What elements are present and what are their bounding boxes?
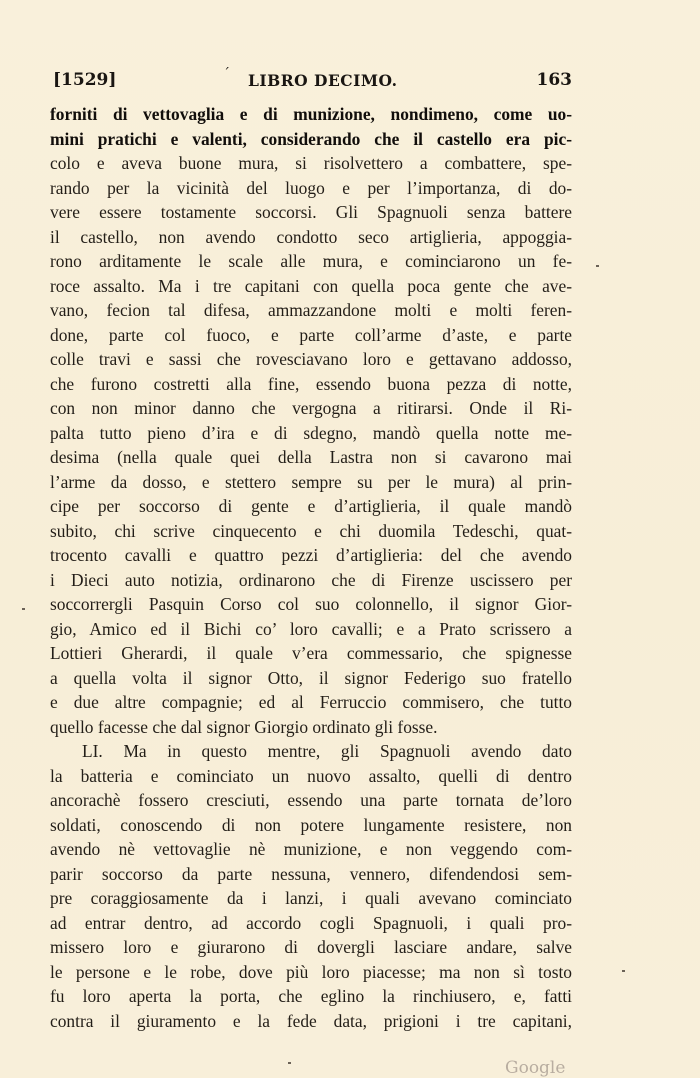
text-line: desima (nella quale quei della Lastra non si cavarono mai: [50, 447, 572, 467]
text-line: roce assalto. Ma i tre capitani con quella poca gente che ave-: [50, 275, 572, 296]
text-line: fu loro aperta la porta, che eglino la rinchiusero, e, fatti: [50, 986, 572, 1006]
text-line: mini pratichi e valenti, considerando che il castello era pic-: [50, 128, 572, 149]
text-line: contra il giuramento e la fede data, prigioni i tre capitani,: [50, 1010, 572, 1031]
text-line: parir soccorso da parte nessuna, vennero, difendendosi sem-: [50, 863, 572, 884]
paper-speck: [596, 265, 599, 267]
text-line: subito, chi scrive cinquecento e chi duomila Tedeschi, quat-: [50, 520, 572, 541]
text-line: le persone e le robe, dove più loro piacesse; ma non sì tosto: [50, 961, 572, 982]
text-line: done, parte col fuoco, e parte coll’arme d’aste, e parte: [50, 324, 572, 345]
text-line: missero loro e giurarono di dovergli lasciare andare, salve: [50, 937, 572, 957]
text-line: la batteria e cominciato un nuovo assalto, quelli di dentro: [50, 765, 572, 786]
page-number: 163: [536, 70, 572, 90]
header-tick-mark: ´: [223, 66, 230, 82]
header-title: LIBRO DECIMO.: [248, 71, 398, 90]
text-line: il castello, non avendo condotto seco artiglieria, appoggia-: [50, 226, 572, 247]
scan-watermark: Google: [505, 1058, 566, 1078]
text-line: ancorachè fossero cresciuti, essendo una parte tornata de’loro: [50, 790, 572, 810]
section-start-line: LI. Ma in questo mentre, gli Spagnuoli avendo dato: [82, 741, 572, 761]
paper-speck: [288, 1062, 291, 1064]
text-line: palta tutto pieno d’ira e di sdegno, mandò quella notte me-: [50, 422, 572, 443]
text-line: forniti di vettovaglia e di munizione, nondimeno, come uo-: [50, 104, 572, 124]
text-line: soccorrergli Pasquin Corso col suo colonnello, il signor Gior-: [50, 594, 572, 614]
text-line: che furono costretti alla fine, essendo buona pezza di notte,: [50, 373, 572, 394]
text-line: trocento cavalli e quattro pezzi d’artiglieria: del che avendo: [50, 545, 572, 565]
text-line: vano, fecion tal difesa, ammazzandone molti e molti feren-: [50, 300, 572, 320]
text-line: rono arditamente le scale alle mura, e cominciarono un fe-: [50, 251, 572, 271]
text-line: ad entrar dentro, ad accordo cogli Spagnuoli, i quali pro-: [50, 912, 572, 933]
text-line: Lottieri Gherardi, il quale v’era commessario, che spignesse: [50, 643, 572, 663]
text-line: gio, Amico ed il Bichi co’ loro cavalli; e a Prato scrissero a: [50, 618, 572, 639]
text-line: rando per la vicinità del luogo e per l’importanza, di do-: [50, 177, 572, 198]
text-line: con non minor danno che vergogna a ritirarsi. Onde il Ri-: [50, 398, 572, 418]
paper-speck: [22, 608, 25, 610]
text-line: l’arme da dosso, e stettero sempre su per le mura) al prin-: [50, 471, 572, 492]
paragraph-end-line: quello facesse che dal signor Giorgio ordinato gli fosse.: [50, 716, 438, 737]
text-line: a quella volta il signor Otto, il signor Federigo suo fratello: [50, 667, 572, 688]
text-line: soldati, conoscendo di non potere lungamente resistere, non: [50, 814, 572, 835]
text-line: i Dieci auto notizia, ordinarono che di Firenze uscissero per: [50, 569, 572, 590]
paper-speck: [622, 970, 625, 972]
text-line: vere essere tostamente soccorsi. Gli Spagnuoli senza battere: [50, 202, 572, 222]
running-header: [53, 66, 572, 96]
text-line: pre coraggiosamente da i lanzi, i quali avevano cominciato: [50, 888, 572, 908]
text-line: colle travi e sassi che rovesciavano loro e gettavano addosso,: [50, 349, 572, 369]
text-line: avendo nè vettovaglie nè munizione, e non veggendo com-: [50, 839, 572, 859]
text-line: cipe per soccorso di gente e d’artiglieria, il quale mandò: [50, 496, 572, 516]
text-line: e due altre compagnie; ed al Ferruccio commisero, che tutto: [50, 692, 572, 712]
header-year: [1529]: [53, 70, 117, 90]
text-line: colo e aveva buone mura, si risolvettero a combattere, spe-: [50, 153, 572, 173]
page-body-text: [50, 102, 572, 1033]
